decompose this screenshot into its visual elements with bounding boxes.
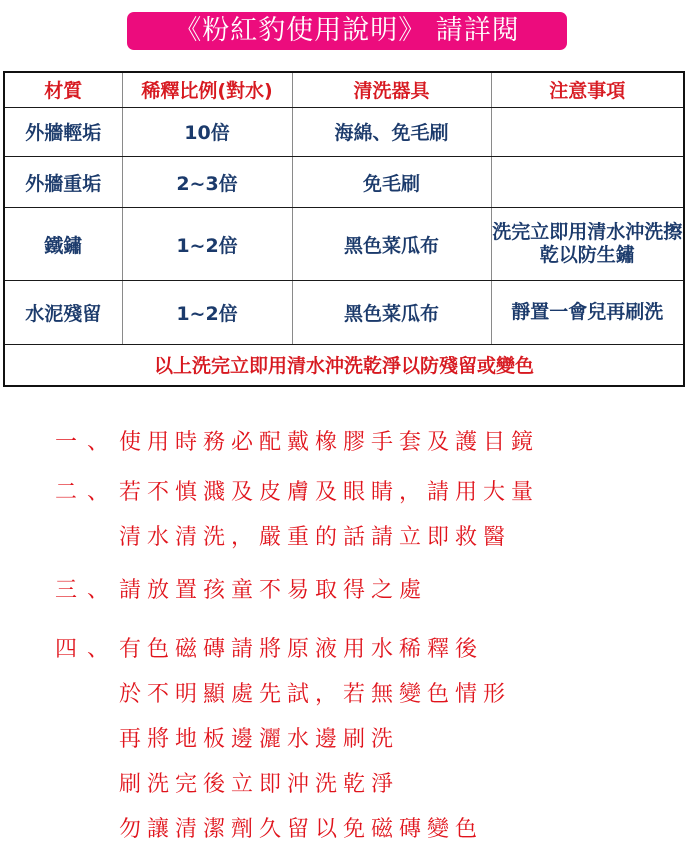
cell-material: 鐵鏽 bbox=[4, 208, 122, 280]
instruction-number: 一、 bbox=[55, 430, 120, 455]
cell-ratio: 10倍 bbox=[122, 107, 292, 156]
instructions-list bbox=[55, 420, 655, 852]
cell-note bbox=[491, 107, 684, 156]
cell-material: 水泥殘留 bbox=[4, 280, 122, 344]
usage-table bbox=[3, 71, 685, 387]
cell-tool: 黑色菜瓜布 bbox=[292, 208, 491, 280]
instruction-line: 有色磁磚請將原液用水稀釋後 bbox=[119, 637, 484, 662]
cell-ratio: 2~3倍 bbox=[122, 157, 292, 208]
instruction-line: 請放置孩童不易取得之處 bbox=[119, 578, 428, 603]
instruction-line: 清水清洗，嚴重的話請立即救醫 bbox=[119, 525, 512, 550]
instruction-item-3 bbox=[55, 568, 655, 613]
instruction-line: 刷洗完後立即沖洗乾淨 bbox=[119, 772, 400, 797]
table-row bbox=[4, 107, 684, 156]
cell-note bbox=[491, 157, 684, 208]
header-material: 材質 bbox=[4, 72, 122, 107]
cell-ratio: 1~2倍 bbox=[122, 280, 292, 344]
instruction-item-1 bbox=[55, 420, 655, 465]
table-row bbox=[4, 157, 684, 208]
instruction-line: 再將地板邊灑水邊刷洗 bbox=[119, 727, 400, 752]
instruction-number: 三、 bbox=[55, 578, 120, 603]
instruction-line: 若不慎濺及皮膚及眼睛，請用大量 bbox=[119, 480, 540, 505]
instruction-line: 於不明顯處先試，若無變色情形 bbox=[119, 682, 512, 707]
table-row bbox=[4, 208, 684, 280]
instruction-number: 二、 bbox=[55, 480, 120, 505]
cell-tool: 免毛刷 bbox=[292, 157, 491, 208]
instruction-item-4 bbox=[55, 627, 655, 852]
cell-ratio: 1~2倍 bbox=[122, 208, 292, 280]
cell-tool: 黑色菜瓜布 bbox=[292, 280, 491, 344]
cell-tool: 海綿、免毛刷 bbox=[292, 107, 491, 156]
table-row bbox=[4, 280, 684, 344]
header-notes: 注意事項 bbox=[491, 72, 684, 107]
instruction-number: 四、 bbox=[55, 637, 120, 662]
instruction-item-2 bbox=[55, 470, 655, 560]
instruction-line: 使用時務必配戴橡膠手套及護目鏡 bbox=[119, 430, 540, 455]
header-cleaning-tool: 清洗器具 bbox=[292, 72, 491, 107]
cell-note: 洗完立即用清水沖洗擦乾以防生鏽 bbox=[491, 208, 684, 280]
cell-note: 靜置一會兒再刷洗 bbox=[491, 280, 684, 344]
title-banner: 《粉紅豹使用說明》 請詳閱 bbox=[127, 12, 567, 50]
header-dilution-ratio: 稀釋比例(對水) bbox=[122, 72, 292, 107]
table-footer-row bbox=[4, 344, 684, 386]
cell-material: 外牆重垢 bbox=[4, 157, 122, 208]
instruction-line: 勿讓清潔劑久留以免磁磚變色 bbox=[119, 817, 484, 842]
table-header-row bbox=[4, 72, 684, 107]
cell-material: 外牆輕垢 bbox=[4, 107, 122, 156]
table-footer-note: 以上洗完立即用清水沖洗乾淨以防殘留或變色 bbox=[4, 344, 684, 386]
